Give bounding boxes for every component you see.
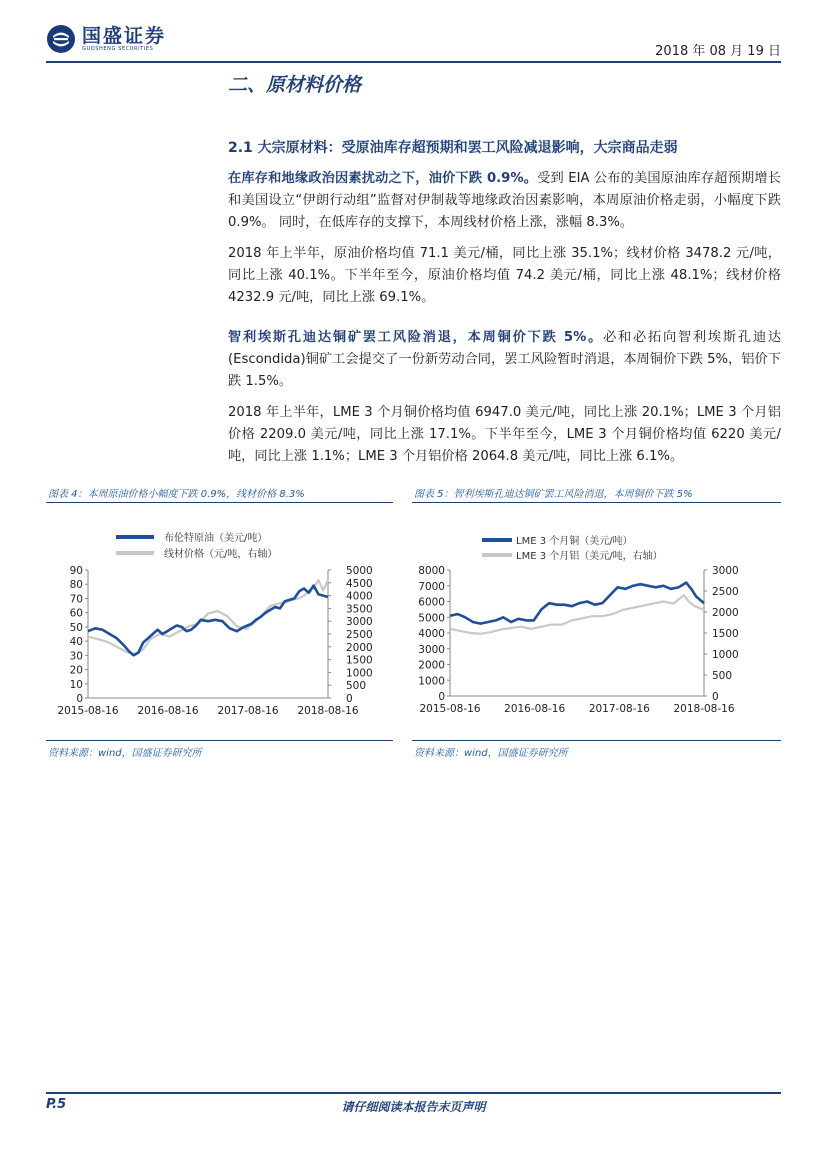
paragraph-oil-body: 受到 EIA 公布的美国原油库存超预期增长和美国设立“伊朗行动组”监督对伊制裁等地缘政治因素影响，本周原油价格走弱，小幅度下跌 0.9%。 同时，在低库存的支撑下，本周线材价格上涨，涨幅 8.3%。 (228, 171, 781, 230)
figure-4-source: 资料来源：wind，国盛证券研究所 (48, 748, 202, 759)
figure-5-title: 图表 5：智利埃斯孔迪达铜矿罢工风险消退，本周铜价下跌 5% (414, 489, 693, 500)
y-tick-label-right: 3000 (712, 565, 739, 577)
y-tick-label-left: 5000 (418, 612, 445, 625)
chart-legend (116, 531, 277, 560)
subsection-title: 2.1 大宗原材料：受原油库存超预期和罢工风险减退影响，大宗商品走弱 (228, 140, 678, 156)
company-logo (46, 24, 166, 54)
x-tick-label: 2017-08-16 (217, 705, 279, 717)
y-tick-label-right: 1500 (346, 654, 373, 667)
x-tick-label: 2018-08-16 (297, 705, 359, 717)
y-tick-label-left: 2000 (418, 659, 445, 672)
x-tick-label: 2016-08-16 (504, 703, 566, 715)
report-date: 2018 年 08 月 19 日 (655, 44, 781, 59)
legend-label-wire: 线材价格（元/吨，右轴） (164, 549, 278, 560)
y-tick-label-left: 80 (69, 579, 83, 592)
logo-english-name: GUOSHENG SECURITIES (82, 45, 154, 52)
y-tick-label-left: 50 (69, 621, 83, 634)
y-tick-label-right: 0 (712, 691, 719, 703)
y-tick-label-right: 2000 (712, 607, 739, 619)
y-tick-label-right: 1000 (346, 667, 373, 680)
chart-oil-wire (46, 510, 393, 735)
x-tick-label: 2016-08-16 (137, 705, 199, 717)
y-tick-label-left: 7000 (418, 580, 445, 593)
figure-4-top-rule (46, 502, 393, 503)
y-tick-label-left: 1000 (418, 675, 445, 688)
y-tick-label-left: 20 (69, 664, 83, 677)
y-tick-label-right: 1000 (712, 649, 739, 661)
chart-legend (482, 534, 663, 562)
y-tick-label-left: 0 (76, 693, 83, 705)
logo-icon (46, 24, 76, 54)
paragraph-copper-body: 必和必拓向智利埃斯孔迪达(Escondida)铜矿工会提交了一份新劳动合同，罢工风险暂时消退，本周铜价下跌 5%，铝价下跌 1.5%。 (228, 330, 782, 389)
series-line-secondary (450, 595, 704, 634)
paragraph-oil-stats: 2018 年上半年，原油价格均值 71.1 美元/桶，同比上涨 35.1%；线材价格 3478.2 元/吨，同比上涨 40.1%。下半年至今，原油价格均值 74.2 美元/桶，同比上涨 48.1%；线材价格 4232.9 元/吨，同比上涨 69.1%。 (228, 246, 781, 305)
paragraph-oil (228, 168, 781, 234)
logo-name: 国盛证券 (82, 24, 167, 47)
y-tick-label-right: 1500 (712, 628, 739, 640)
y-tick-label-left: 3000 (418, 643, 445, 656)
y-tick-label-right: 3500 (346, 603, 373, 616)
chart-copper-aluminum (412, 510, 781, 735)
y-tick-label-right: 3000 (346, 616, 373, 629)
series-line-secondary (88, 580, 328, 654)
figure-5-top-rule (412, 502, 781, 503)
y-tick-label-left: 90 (69, 565, 83, 577)
series-line-primary (88, 586, 328, 656)
figure-4-title: 图表 4：本周原油价格小幅度下跌 0.9%，线材价格 8.3% (48, 489, 305, 500)
x-tick-label: 2015-08-16 (57, 705, 119, 717)
y-tick-label-right: 4000 (346, 590, 373, 603)
legend-label-oil: 布伦特原油（美元/吨） (164, 533, 268, 544)
y-tick-label-left: 6000 (418, 596, 445, 609)
x-tick-label: 2017-08-16 (588, 703, 650, 715)
disclaimer-note: 请仔细阅读本报告末页声明 (341, 1100, 486, 1114)
section-title: 二、原材料价格 (228, 74, 362, 96)
figure-4-bottom-rule (46, 740, 393, 741)
y-tick-label-left: 0 (438, 691, 445, 703)
y-tick-label-right: 2500 (346, 629, 373, 641)
legend-label-aluminum: LME 3 个月铝（美元/吨，右轴） (516, 551, 663, 562)
header-divider (46, 61, 781, 63)
footer-divider (46, 1092, 781, 1094)
y-tick-label-left: 40 (69, 636, 83, 649)
y-tick-label-right: 2000 (346, 641, 373, 654)
x-tick-label: 2018-08-16 (673, 703, 735, 715)
figure-5-source: 资料来源：wind，国盛证券研究所 (414, 748, 568, 759)
y-tick-label-right: 4500 (346, 577, 373, 590)
legend-label-copper: LME 3 个月铜（美元/吨） (516, 536, 633, 547)
y-tick-label-left: 10 (69, 678, 83, 691)
paragraph-copper-stats: 2018 年上半年，LME 3 个月铜价格均值 6947.0 美元/吨，同比上涨 20.1%；LME 3 个月铝价格 2209.0 美元/吨，同比上涨 17.1%。下半年至今，LME 3 个月铜价格均值 6220 美元/吨，同比上涨 1.1%；LME 3 个月铝价格 2064.8 美元/吨，同比上涨 6.1%。 (228, 405, 781, 464)
y-tick-label-right: 500 (712, 670, 733, 682)
y-tick-label-right: 0 (346, 693, 353, 705)
y-tick-label-left: 30 (69, 650, 83, 663)
y-tick-label-left: 60 (69, 607, 83, 620)
paragraph-copper (228, 327, 781, 393)
paragraph-oil-lead: 在库存和地缘政治因素扰动之下，油价下跌 0.9%。 (228, 171, 538, 186)
y-tick-label-right: 500 (346, 680, 367, 693)
paragraph-copper-lead: 智利埃斯孔迪达铜矿罢工风险消退，本周铜价下跌 5%。 (228, 330, 604, 345)
x-tick-label: 2015-08-16 (419, 703, 481, 715)
y-tick-label-right: 2500 (712, 586, 739, 598)
y-tick-label-right: 5000 (346, 565, 373, 577)
y-tick-label-left: 4000 (418, 628, 445, 640)
y-tick-label-left: 8000 (418, 565, 445, 577)
page-number: P.5 (46, 1097, 67, 1112)
figure-5-bottom-rule (412, 740, 781, 741)
y-tick-label-left: 70 (69, 593, 83, 606)
